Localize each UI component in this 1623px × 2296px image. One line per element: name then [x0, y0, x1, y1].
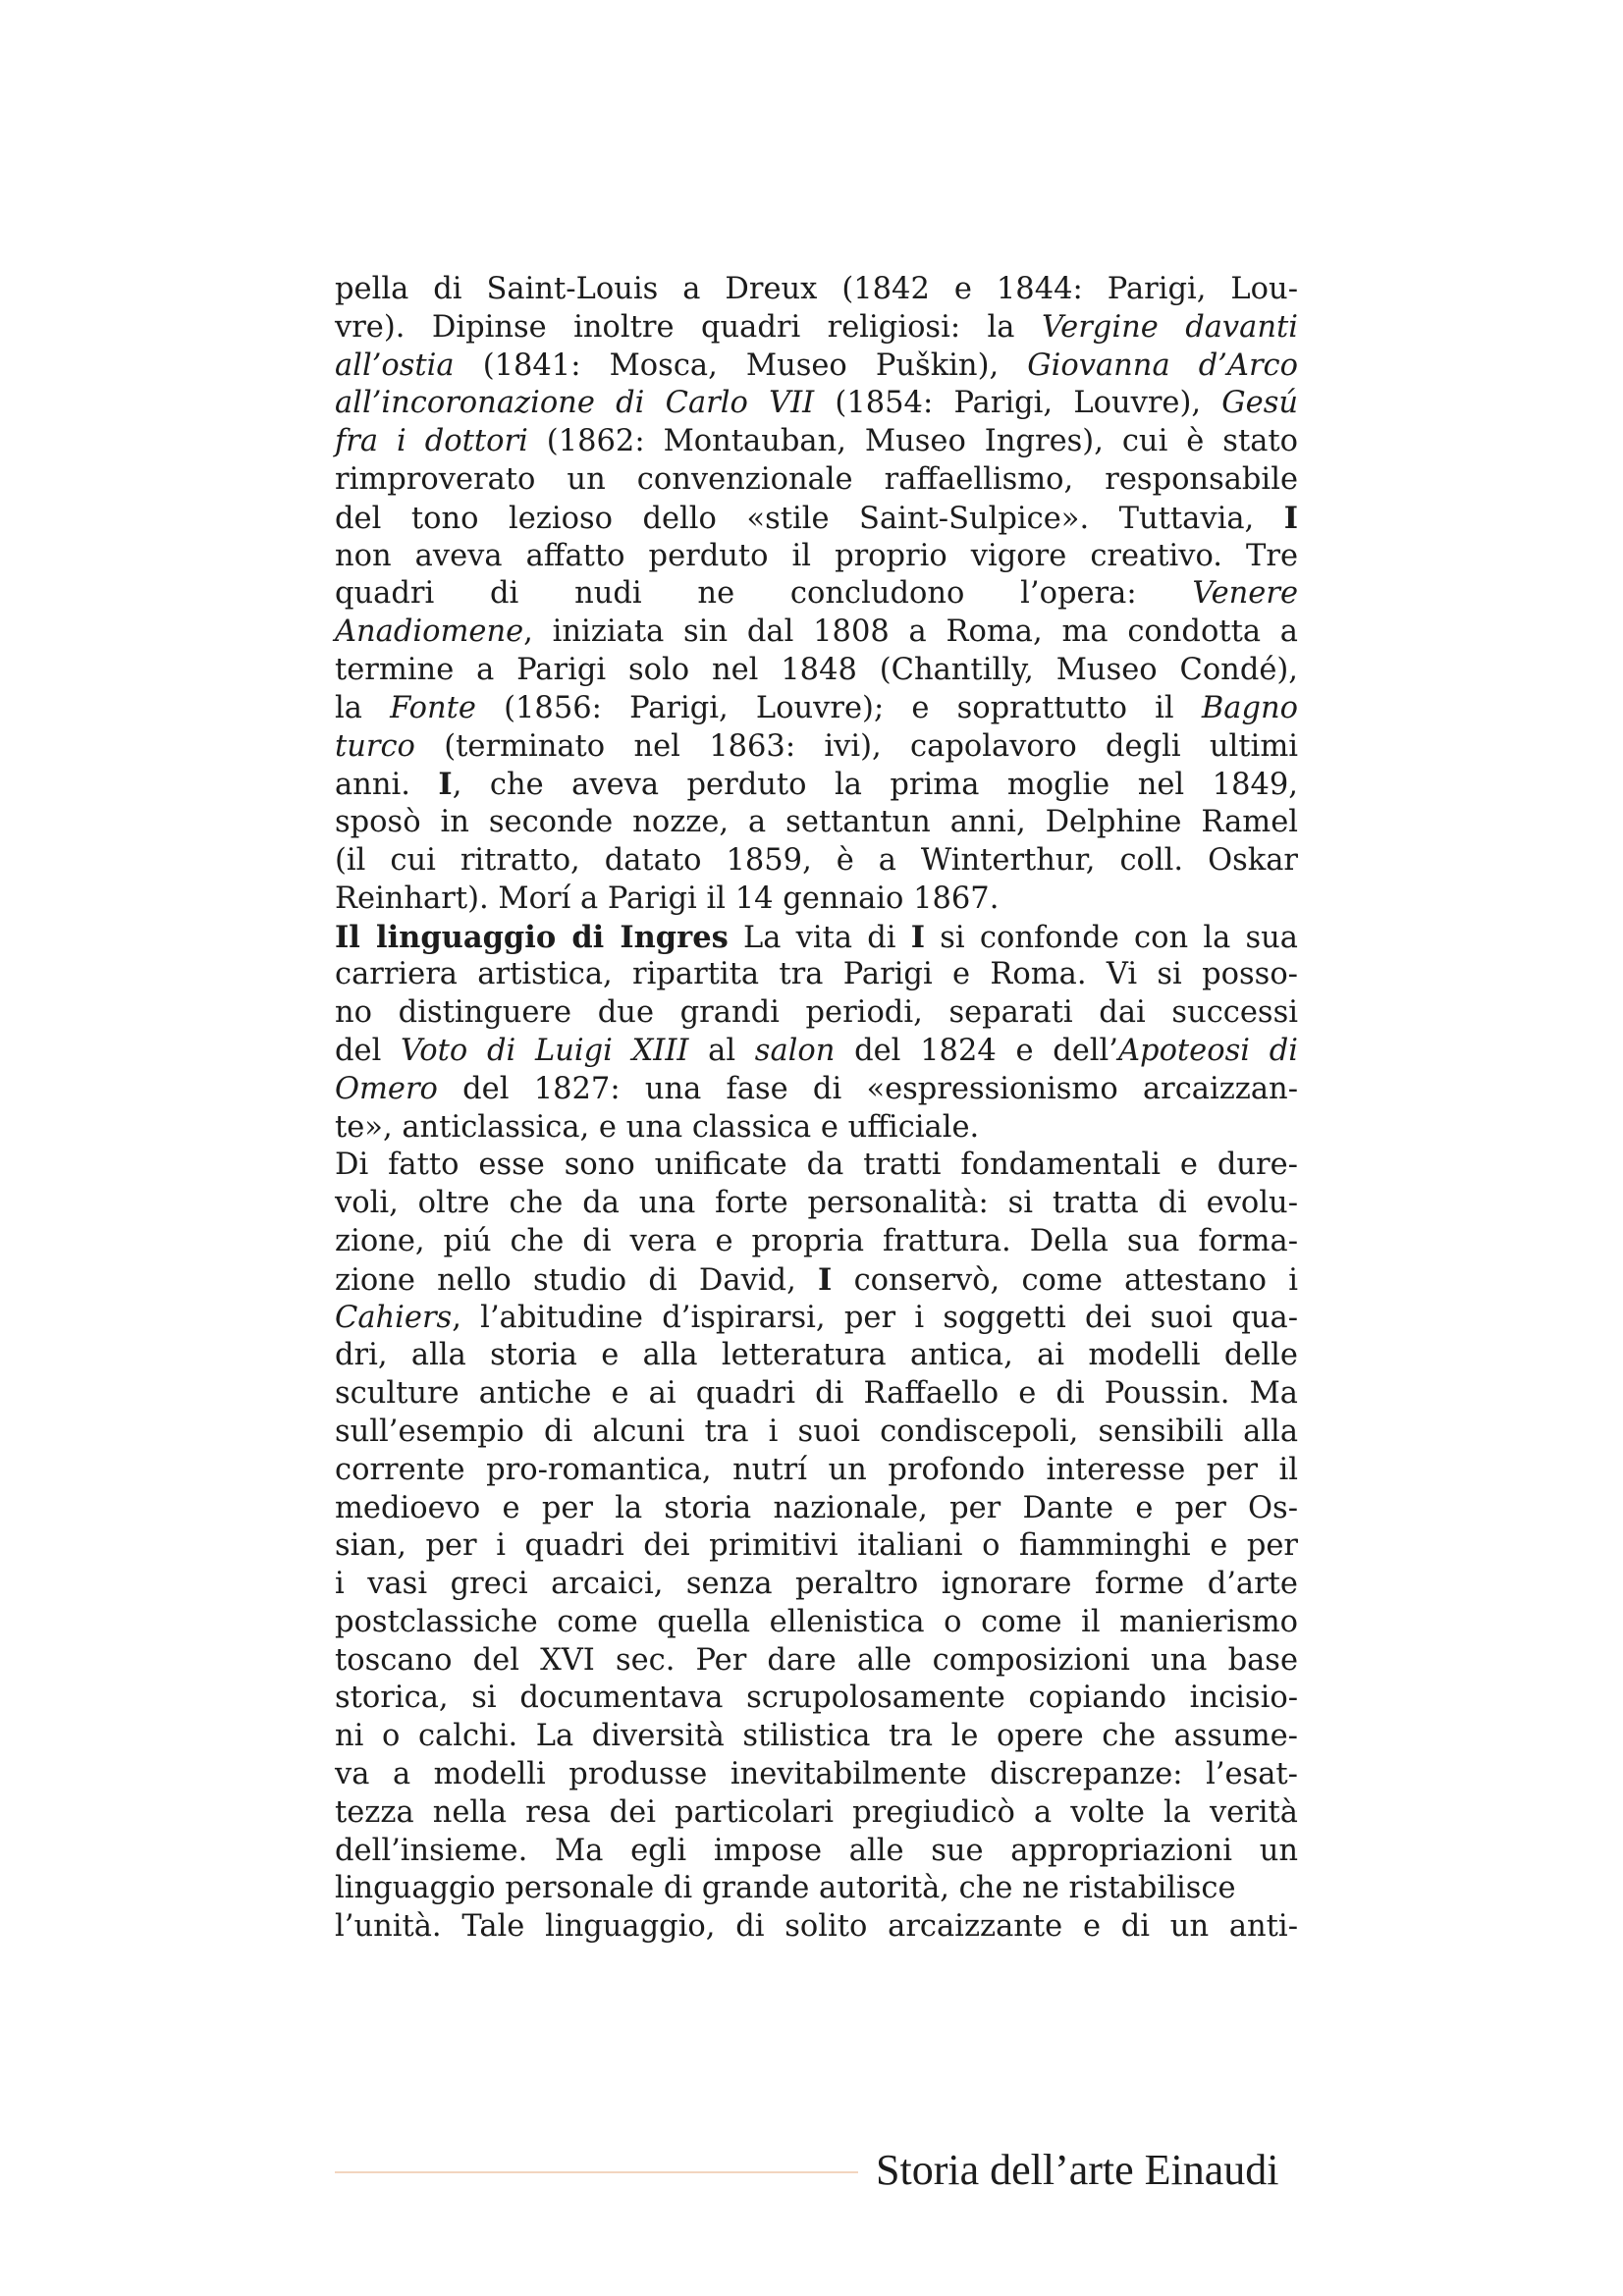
- text-run: dell’insieme. Ma egli impose alle sue appropriazioni un: [335, 1833, 1298, 1868]
- text-run: del 1824 e dell’: [835, 1033, 1119, 1068]
- text-run: l’unità. Tale linguaggio, di solito arcaizzante e di un anti-: [335, 1909, 1298, 1945]
- italic-text: all’ostia: [335, 347, 455, 383]
- italic-text: Omero: [335, 1071, 438, 1106]
- text-run: voli, oltre che da una forte personalità: si tratta di evolu-: [335, 1186, 1298, 1221]
- text-run: sculture antiche e ai quadri di Raffaello e di Poussin. Ma: [335, 1376, 1298, 1412]
- text-run: vre). Dipinse inoltre quadri religiosi: la: [335, 309, 1042, 345]
- italic-text: turco: [335, 728, 415, 764]
- text-line: [335, 728, 1298, 767]
- text-run: , iniziata sin dal 1808 a Roma, ma condotta a: [523, 614, 1298, 650]
- text-line: [335, 1337, 1298, 1375]
- italic-text: Venere: [1192, 576, 1298, 612]
- text-line: [335, 1452, 1298, 1490]
- text-line: [335, 614, 1298, 652]
- text-line: [335, 271, 1298, 309]
- text-run: del: [335, 1033, 402, 1068]
- text-line: [335, 1375, 1298, 1414]
- text-line: [335, 1300, 1298, 1338]
- text-line: [335, 461, 1298, 500]
- text-line: [335, 956, 1298, 994]
- text-line: [335, 423, 1298, 461]
- text-run: Di fatto esse sono unificate da tratti fondamentali e dure-: [335, 1148, 1298, 1183]
- text-line: [335, 652, 1298, 690]
- text-line: [335, 1185, 1298, 1223]
- text-line: [335, 994, 1298, 1033]
- text-line: [335, 1642, 1298, 1681]
- text-line: [335, 690, 1298, 728]
- text-line: [335, 766, 1298, 804]
- text-line: [335, 1833, 1298, 1871]
- italic-text: Vergine davanti: [1041, 309, 1298, 345]
- italic-text: all’incoronazione di Carlo VII: [335, 386, 815, 421]
- italic-text: Bagno: [1201, 690, 1298, 725]
- text-run: Reinhart). Morí a Parigi il 14 gennaio 1867.: [335, 881, 1000, 916]
- text-run: carriera artistica, ripartita tra Parigi e Roma. Vi si posso-: [335, 957, 1298, 992]
- italic-text: salon: [754, 1033, 836, 1068]
- text-run: anni.: [335, 768, 439, 803]
- text-run: pella di Saint-Louis a Dreux (1842 e 1844: Parigi, Lou-: [335, 272, 1298, 306]
- text-line: [335, 1680, 1298, 1718]
- italic-text: Voto di Luigi XIII: [401, 1033, 689, 1068]
- text-run: no distinguere due grandi periodi, separati dai successi: [335, 995, 1298, 1031]
- text-line: [335, 1604, 1298, 1642]
- text-run: al: [688, 1033, 755, 1068]
- text-run: rimproverato un convenzionale raffaellismo, responsabile: [335, 461, 1298, 497]
- italic-text: Fonte: [390, 690, 476, 725]
- text-line: [335, 1718, 1298, 1756]
- text-line: [335, 1223, 1298, 1261]
- text-line: [335, 385, 1298, 423]
- text-run: sull’esempio di alcuni tra i suoi condiscepoli, sensibili alla: [335, 1414, 1298, 1449]
- text-run: (1856: Parigi, Louvre); e soprattutto il: [475, 690, 1202, 725]
- text-line: [335, 919, 1298, 957]
- text-line: [335, 1071, 1298, 1109]
- text-run: non aveva affatto perduto il proprio vigore creativo. Tre: [335, 538, 1298, 573]
- text-line: [335, 881, 1298, 919]
- text-line: [335, 842, 1298, 881]
- text-line: [335, 1870, 1298, 1908]
- italic-text: Apoteosi di: [1118, 1033, 1298, 1068]
- text-line: [335, 1261, 1298, 1300]
- text-line: [335, 1109, 1298, 1148]
- text-run: La vita di: [728, 920, 911, 955]
- text-run: (1854: Parigi, Louvre),: [814, 386, 1222, 421]
- text-line: [335, 1756, 1298, 1794]
- italic-text: Anadiomene: [335, 614, 524, 650]
- text-run: zione nello studio di David,: [335, 1262, 819, 1298]
- text-run: ni o calchi. La diversità stilistica tra le opere che assume-: [335, 1719, 1298, 1754]
- text-run: sian, per i quadri dei primitivi italiani o fiamminghi e per: [335, 1528, 1298, 1564]
- text-line: [335, 500, 1298, 538]
- text-line: [335, 309, 1298, 347]
- text-run: termine a Parigi solo nel 1848 (Chantilly, Museo Condé),: [335, 652, 1298, 687]
- text-line: [335, 347, 1298, 386]
- bold-text: I: [910, 919, 926, 955]
- text-run: (1862: Montauban, Museo Ingres), cui è stato: [527, 424, 1299, 459]
- text-line: [335, 1033, 1298, 1071]
- text-run: del 1827: una fase di «espressionismo arcaizzan-: [437, 1071, 1298, 1106]
- text-run: linguaggio personale di grande autorità, che ne ristabilisce: [335, 1871, 1236, 1906]
- text-line: [335, 538, 1298, 576]
- text-run: medioevo e per la storia nazionale, per Dante e per Os-: [335, 1490, 1298, 1525]
- text-run: si confonde con la sua: [925, 920, 1298, 955]
- text-run: postclassiche come quella ellenistica o come il manierismo: [335, 1604, 1298, 1639]
- bold-text: Il linguaggio di Ingres: [335, 919, 729, 955]
- italic-text: Gesú: [1221, 386, 1298, 421]
- text-line: [335, 1794, 1298, 1833]
- text-line: [335, 1147, 1298, 1185]
- text-line: [335, 1908, 1298, 1947]
- bold-text: I: [438, 767, 453, 803]
- text-run: (1841: Mosca, Museo Puškin),: [454, 347, 1028, 383]
- text-run: la: [335, 690, 391, 725]
- text-run: , che aveva perduto la prima moglie nel 1849,: [452, 768, 1298, 803]
- text-run: va a modelli produsse inevitabilmente discrepanze: l’esat-: [335, 1757, 1298, 1792]
- text-line: [335, 1527, 1298, 1566]
- text-line: [335, 1566, 1298, 1604]
- text-run: corrente pro-romantica, nutrí un profondo interesse per il: [335, 1452, 1298, 1487]
- text-run: (il cui ritratto, datato 1859, è a Winterthur, coll. Oskar: [335, 842, 1298, 878]
- text-run: , l’abitudine d’ispirarsi, per i soggetti dei suoi qua-: [452, 1300, 1298, 1335]
- text-run: storica, si documentava scrupolosamente copiando incisio-: [335, 1681, 1298, 1716]
- bold-text: I: [1283, 500, 1298, 536]
- text-run: tezza nella resa dei particolari pregiudicò a volte la verità: [335, 1794, 1298, 1830]
- text-run: sposò in seconde nozze, a settantun anni, Delphine Ramel: [335, 805, 1298, 840]
- text-run: zione, piú che di vera e propria frattura. Della sua forma-: [335, 1223, 1298, 1258]
- text-line: [335, 1414, 1298, 1452]
- text-run: quadri di nudi ne concludono l’opera:: [335, 576, 1193, 612]
- footer-title: Storia dell’arte Einaudi: [876, 2146, 1279, 2194]
- text-run: (terminato nel 1863: ivi), capolavoro degli ultimi: [414, 728, 1298, 764]
- text-run: del tono lezioso dello «stile Saint-Sulpice». Tuttavia,: [335, 501, 1284, 536]
- text-run: dri, alla storia e alla letteratura antica, ai modelli delle: [335, 1338, 1298, 1373]
- body-text: [335, 271, 1298, 1947]
- italic-text: fra i dottori: [335, 424, 528, 459]
- footer-rule: [335, 2171, 858, 2173]
- italic-text: Giovanna d’Arco: [1027, 347, 1298, 383]
- text-run: conservò, come attestano i: [832, 1262, 1298, 1298]
- text-line: [335, 575, 1298, 614]
- text-line: [335, 1490, 1298, 1528]
- text-run: i vasi greci arcaici, senza peraltro ignorare forme d’arte: [335, 1567, 1298, 1602]
- italic-text: Cahiers: [335, 1300, 453, 1335]
- text-run: toscano del XVI sec. Per dare alle composizioni una base: [335, 1642, 1298, 1678]
- text-line: [335, 804, 1298, 842]
- bold-text: I: [818, 1261, 833, 1298]
- text-run: te», anticlassica, e una classica e ufficiale.: [335, 1109, 980, 1145]
